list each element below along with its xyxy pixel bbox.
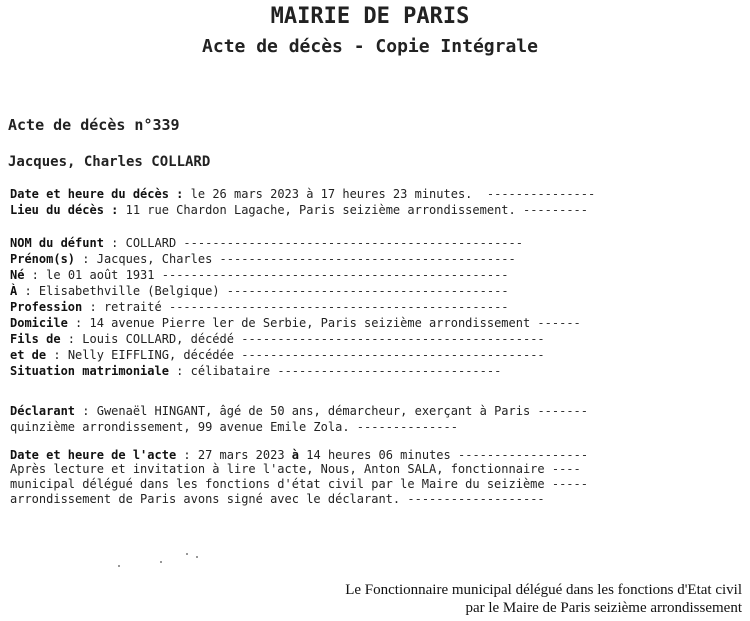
declarant-label: Déclarant <box>10 404 76 418</box>
acte-date-line: Date et heure de l'acte : 27 mars 2023 à 14 heures 06 minutes ------------------ <box>10 448 589 462</box>
declarant-value-1: Gwenaël HINGANT, âgé de 50 ans, démarcheur, exerçant à Paris <box>96 404 531 418</box>
prenom-value: Jacques, Charles <box>96 252 213 266</box>
acte-time-value: 14 heures 06 minutes <box>306 448 451 462</box>
death-date-value: le 26 mars 2023 à 17 heures 23 minutes. <box>190 187 473 201</box>
acte-date-a: à <box>291 448 300 462</box>
scan-speck <box>186 553 188 555</box>
declarant-line-2: quinzième arrondissement, 99 avenue Emile Zola. -------------- <box>10 420 458 434</box>
declarant-line-1: Déclarant : Gwenaël HINGANT, âgé de 50 ans, démarcheur, exerçant à Paris ------- <box>10 404 589 418</box>
domicile-value: 14 avenue Pierre ler de Serbie, Paris seizième arrondissement <box>89 316 531 330</box>
fils-value: Louis COLLARD, décédé <box>82 332 234 346</box>
profession-value: retraité <box>103 300 162 314</box>
ne-value: le 01 août 1931 <box>46 268 155 282</box>
death-place-line: Lieu du décès : 11 rue Chardon Lagache, Paris seizième arrondissement. --------- <box>10 203 589 217</box>
scan-speck <box>196 556 198 558</box>
situation-line: Situation matrimoniale : célibataire ------------------------------- <box>10 364 502 378</box>
acte-text-line-2: municipal délégué dans les fonctions d'état civil par le Maire du seizième ----- <box>10 477 588 491</box>
situation-value: célibataire <box>190 364 271 378</box>
etde-line: et de : Nelly EIFFLING, décédée ------------------------------------------ <box>10 348 545 362</box>
acte-text-1: Après lecture et invitation à lire l'acte, Nous, Anton SALA, fonctionnaire <box>10 462 545 476</box>
ne-line: Né : le 01 août 1931 ------------------------------------------------ <box>10 268 509 282</box>
etde-value: Nelly EIFFLING, décédée <box>67 348 234 362</box>
death-place-value: 11 rue Chardon Lagache, Paris seizième arrondissement. <box>125 203 516 217</box>
document-subtitle: Acte de décès - Copie Intégrale <box>202 36 538 57</box>
signature-line-1: Le Fonctionnaire municipal délégué dans les fonctions d'Etat civil <box>345 582 742 598</box>
nom-value: COLLARD <box>125 236 177 250</box>
a-value: Elisabethville (Belgique) <box>38 284 220 298</box>
prenom-line: Prénom(s) : Jacques, Charles ----------------------------------------- <box>10 252 516 266</box>
nom-label: NOM du défunt <box>10 236 104 250</box>
signature-block <box>345 581 742 617</box>
fils-label: Fils de <box>10 332 61 346</box>
profession-label: Profession <box>10 300 83 314</box>
etde-label: et de <box>10 348 47 362</box>
a-line: À : Elisabethville (Belgique) --------------------------------------- <box>10 284 509 298</box>
scan-speck <box>118 565 120 567</box>
ne-label: Né <box>10 268 25 282</box>
acte-date-label: Date et heure de l'acte <box>10 448 177 462</box>
death-date-label: Date et heure du décès <box>10 187 169 201</box>
nom-line: NOM du défunt : COLLARD ----------------------------------------------- <box>10 236 523 250</box>
scan-speck <box>160 561 162 563</box>
acte-text-3: arrondissement de Paris avons signé avec le déclarant. <box>10 492 401 506</box>
death-date-line: Date et heure du décès : le 26 mars 2023 à 17 heures 23 minutes. --------------- <box>10 187 596 201</box>
deceased-full-name: Jacques, Charles COLLARD <box>8 154 211 170</box>
signature-line-2: par le Maire de Paris seizième arrondissement <box>465 600 742 616</box>
fils-line: Fils de : Louis COLLARD, décédé ------------------------------------------ <box>10 332 545 346</box>
declarant-value-2: quinzième arrondissement, 99 avenue Emile Zola. <box>10 420 350 434</box>
domicile-line: Domicile : 14 avenue Pierre ler de Serbie, Paris seizième arrondissement ------ <box>10 316 581 330</box>
death-place-label: Lieu du décès <box>10 203 104 217</box>
prenom-label: Prénom(s) <box>10 252 76 266</box>
acte-text-line-1: Après lecture et invitation à lire l'acte, Nous, Anton SALA, fonctionnaire ---- <box>10 462 581 476</box>
profession-line: Profession : retraité ----------------------------------------------- <box>10 300 509 314</box>
a-label: À <box>10 284 18 298</box>
situation-label: Situation matrimoniale <box>10 364 169 378</box>
acte-number: Acte de décès n°339 <box>8 116 180 134</box>
domicile-label: Domicile <box>10 316 68 330</box>
acte-date-value: 27 mars 2023 <box>197 448 285 462</box>
acte-text-2: municipal délégué dans les fonctions d'état civil par le Maire du seizième <box>10 477 545 491</box>
document-title: MAIRIE DE PARIS <box>270 4 470 29</box>
acte-text-line-3: arrondissement de Paris avons signé avec le déclarant. ------------------- <box>10 492 545 506</box>
